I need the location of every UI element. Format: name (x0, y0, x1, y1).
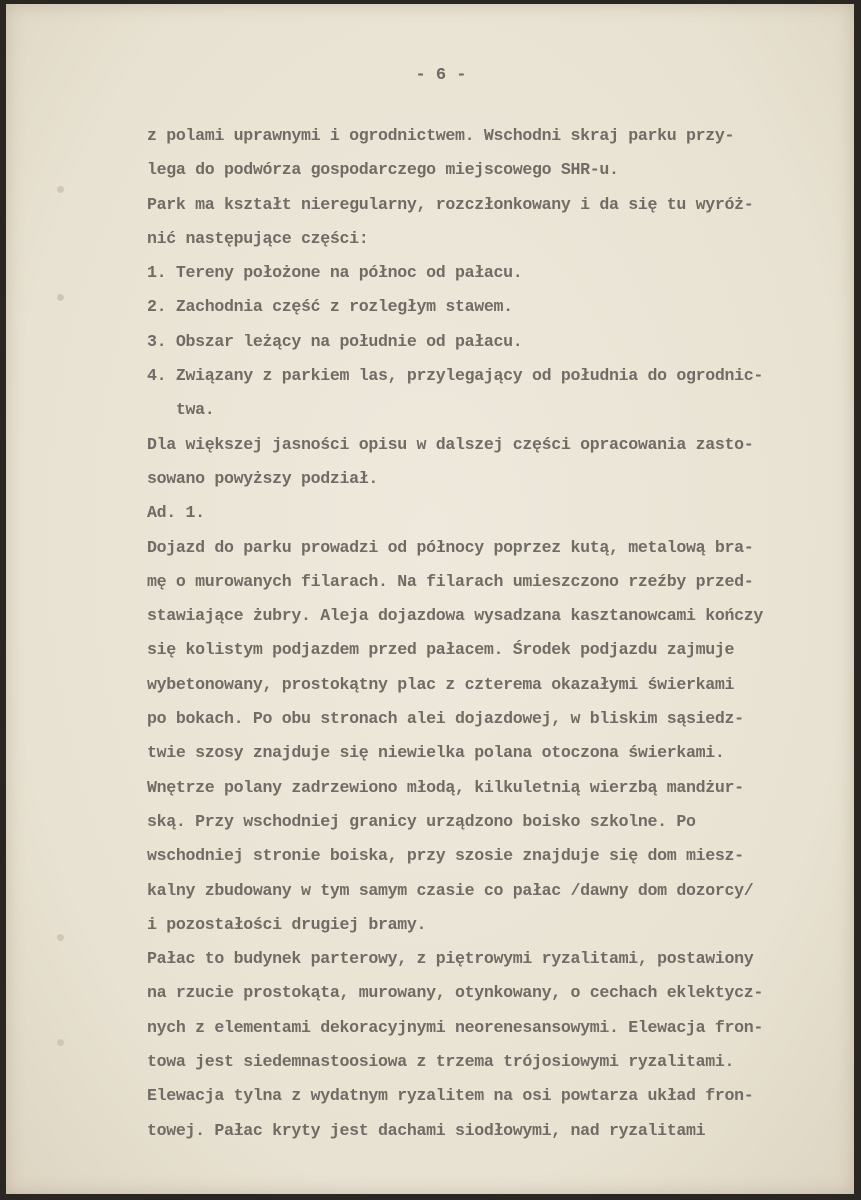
text-line: Ad. 1. (147, 503, 205, 523)
text-line: 3. Obszar leżący na południe od pałacu. (147, 331, 523, 351)
text-line: towa jest siedemnastoosiowa z trzema trójosiowymi ryzalitami. (147, 1052, 735, 1072)
text-line: 2. Zachodnia część z rozległym stawem. (147, 297, 513, 317)
page-number: - 6 - (415, 66, 467, 85)
text-line: z polami uprawnymi i ogrodnictwem. Wschodni skraj parku przy- (147, 126, 735, 145)
text-line: kalny zbudowany w tym samym czasie co pałac /dawny dom dozorcy/ (147, 880, 754, 900)
text-line: sowano powyższy podział. (147, 468, 379, 488)
typed-text-body (147, 119, 847, 1148)
text-line: i pozostałości drugiej bramy. (147, 914, 427, 934)
text-line: Elewacja tylna z wydatnym ryzalitem na osi powtarza układ fron- (147, 1086, 754, 1106)
document-page (6, 4, 854, 1194)
text-line: ską. Przy wschodniej granicy urządzono boisko szkolne. Po (147, 811, 696, 831)
text-line: Pałac to budynek parterowy, z piętrowymi ryzalitami, postawiony (147, 949, 754, 969)
text-line: się kolistym podjazdem przed pałacem. Środek podjazdu zajmuje (147, 640, 735, 660)
text-line: wschodniej stronie boiska, przy szosie znajduje się dom miesz- (147, 846, 744, 866)
punch-hole (57, 1039, 64, 1046)
text-line: 1. Tereny położone na północ od pałacu. (147, 263, 523, 283)
text-line: twie szosy znajduje się niewielka polana otoczona świerkami. (147, 743, 725, 763)
punch-hole (57, 294, 64, 301)
text-line: Park ma kształt nieregularny, rozczłonkowany i da się tu wyróż- (147, 194, 754, 214)
text-line: Dla większej jasności opisu w dalszej części opracowania zasto- (147, 434, 754, 454)
text-line: mę o murowanych filarach. Na filarach umieszczono rzeźby przed- (147, 571, 754, 591)
text-line: twa. (147, 400, 215, 420)
text-line: nych z elementami dekoracyjnymi neorenesansowymi. Elewacja fron- (147, 1017, 764, 1037)
text-line: nić następujące części: (147, 228, 369, 248)
text-line: stawiające żubry. Aleja dojazdowa wysadzana kasztanowcami kończy (147, 606, 764, 626)
text-line: na rzucie prostokąta, murowany, otynkowany, o cechach eklektycz- (147, 983, 764, 1003)
text-line: Wnętrze polany zadrzewiono młodą, kilkuletnią wierzbą mandżur- (147, 777, 744, 797)
punch-hole (57, 186, 64, 193)
text-line: 4. Związany z parkiem las, przylegający od południa do ogrodnic- (147, 366, 764, 386)
text-line: towej. Pałac kryty jest dachami siodłowymi, nad ryzalitami (147, 1120, 706, 1140)
text-line: Dojazd do parku prowadzi od północy poprzez kutą, metalową bra- (147, 537, 754, 557)
text-line: wybetonowany, prostokątny plac z czterema okazałymi świerkami (147, 674, 735, 694)
text-line: lega do podwórza gospodarczego miejscowego SHR-u. (147, 160, 619, 180)
text-line: po bokach. Po obu stronach alei dojazdowej, w bliskim sąsiedz- (147, 709, 744, 729)
punch-hole (57, 934, 64, 941)
